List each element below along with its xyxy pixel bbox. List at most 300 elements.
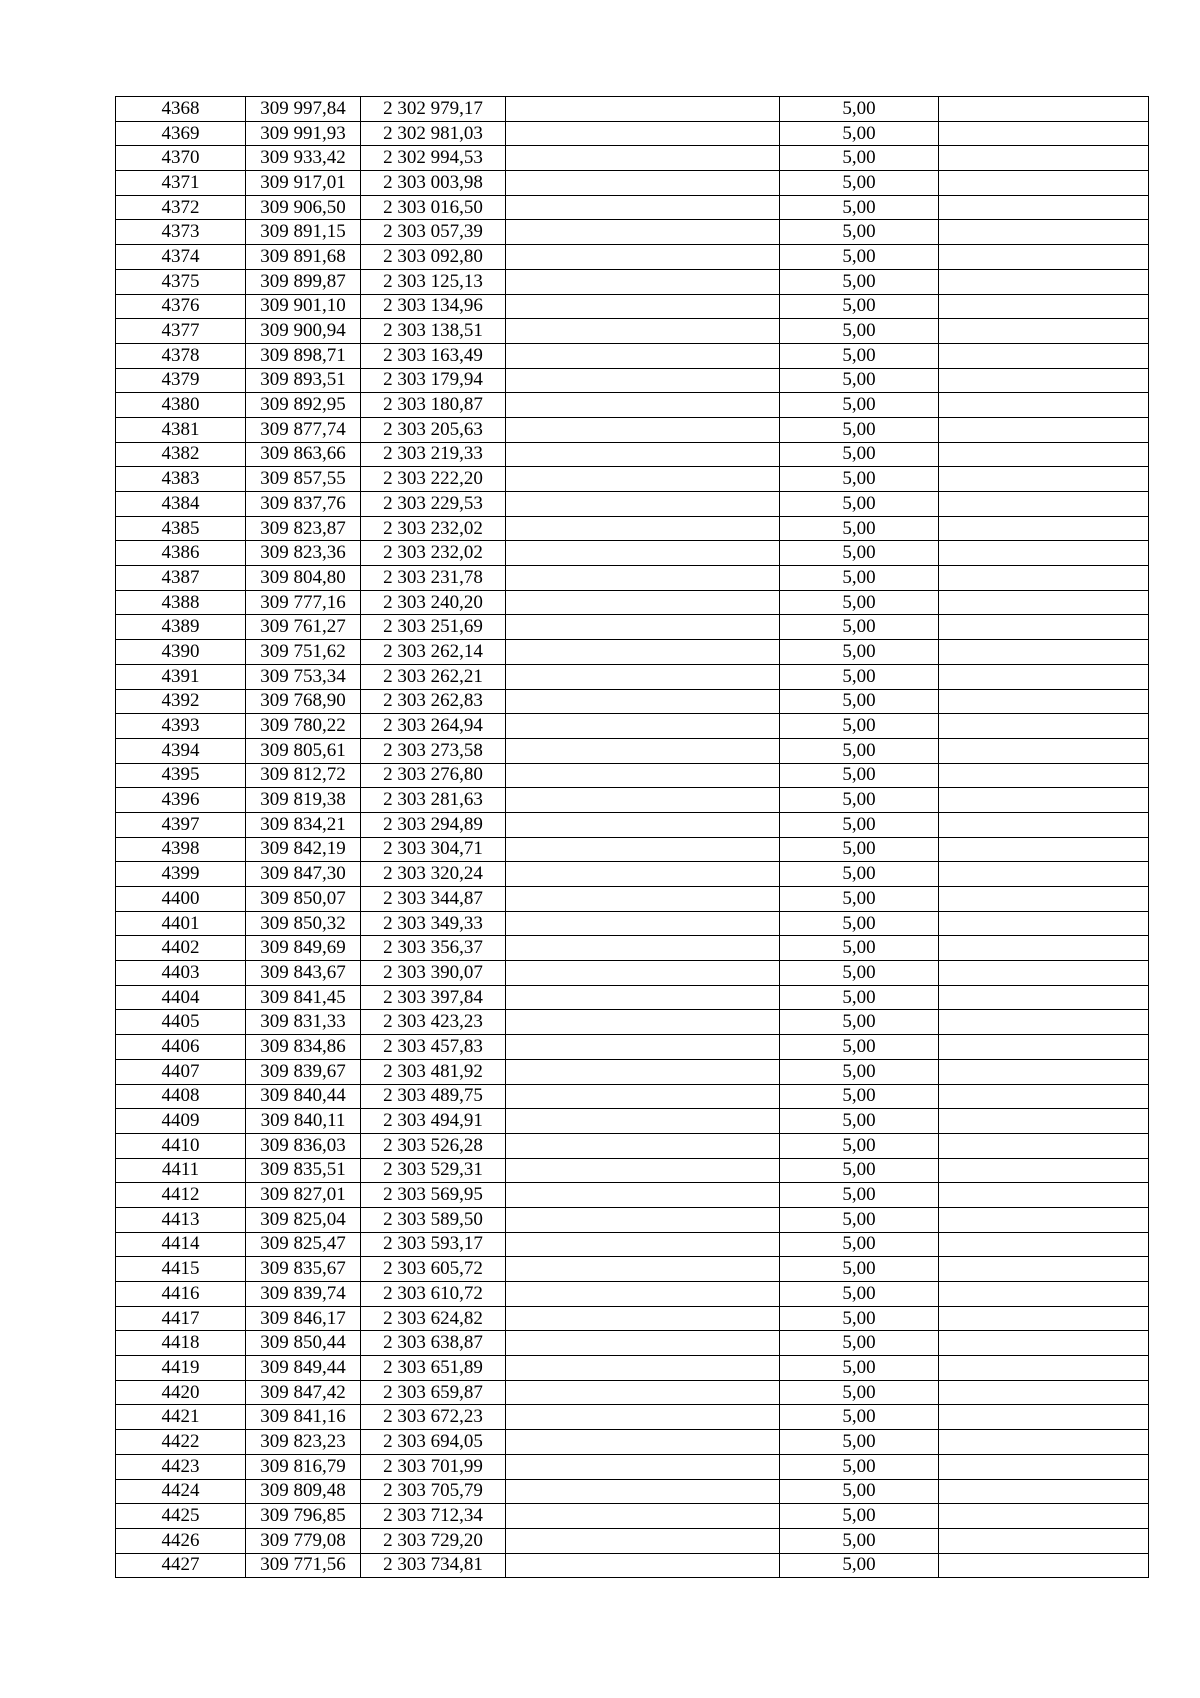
y-coordinate-cell: 2 303 240,20 [361,590,506,615]
x-coordinate-cell: 309 753,34 [246,664,361,689]
blank-cell [939,1207,1149,1232]
blank-cell [506,492,780,517]
blank-cell [939,887,1149,912]
table-row [116,1380,1149,1405]
blank-cell [506,1183,780,1208]
point-number-cell: 4403 [116,961,246,986]
blank-cell [506,343,780,368]
point-number-cell: 4421 [116,1405,246,1430]
point-number-cell: 4389 [116,615,246,640]
table-row [116,171,1149,196]
accuracy-cell: 5,00 [780,195,939,220]
table-row [116,1405,1149,1430]
y-coordinate-cell: 2 303 273,58 [361,738,506,763]
point-number-cell: 4412 [116,1183,246,1208]
accuracy-cell: 5,00 [780,1430,939,1455]
accuracy-cell: 5,00 [780,689,939,714]
x-coordinate-cell: 309 863,66 [246,442,361,467]
table-row [116,467,1149,492]
blank-cell [939,689,1149,714]
accuracy-cell: 5,00 [780,1356,939,1381]
table-row [116,664,1149,689]
blank-cell [939,1282,1149,1307]
accuracy-cell: 5,00 [780,171,939,196]
y-coordinate-cell: 2 303 481,92 [361,1059,506,1084]
accuracy-cell: 5,00 [780,1454,939,1479]
table-row [116,837,1149,862]
coordinates-table [115,96,1149,1578]
point-number-cell: 4384 [116,492,246,517]
table-row [116,97,1149,122]
accuracy-cell: 5,00 [780,97,939,122]
blank-cell [939,590,1149,615]
table-row [116,1109,1149,1134]
point-number-cell: 4401 [116,911,246,936]
table-row [116,146,1149,171]
blank-cell [506,269,780,294]
y-coordinate-cell: 2 303 638,87 [361,1331,506,1356]
y-coordinate-cell: 2 303 529,31 [361,1158,506,1183]
blank-cell [506,590,780,615]
x-coordinate-cell: 309 842,19 [246,837,361,862]
blank-cell [506,1479,780,1504]
y-coordinate-cell: 2 303 705,79 [361,1479,506,1504]
point-number-cell: 4370 [116,146,246,171]
point-number-cell: 4397 [116,812,246,837]
accuracy-cell: 5,00 [780,1282,939,1307]
blank-cell [939,516,1149,541]
x-coordinate-cell: 309 840,11 [246,1109,361,1134]
blank-cell [506,1553,780,1578]
point-number-cell: 4416 [116,1282,246,1307]
blank-cell [506,195,780,220]
blank-cell [506,1306,780,1331]
accuracy-cell: 5,00 [780,541,939,566]
x-coordinate-cell: 309 846,17 [246,1306,361,1331]
blank-cell [506,1133,780,1158]
blank-cell [939,1035,1149,1060]
blank-cell [506,1257,780,1282]
point-number-cell: 4402 [116,936,246,961]
blank-cell [506,1405,780,1430]
blank-cell [506,837,780,862]
blank-cell [506,393,780,418]
blank-cell [939,763,1149,788]
blank-cell [506,220,780,245]
blank-cell [506,714,780,739]
x-coordinate-cell: 309 825,04 [246,1207,361,1232]
x-coordinate-cell: 309 809,48 [246,1479,361,1504]
blank-cell [506,1380,780,1405]
table-row [116,1528,1149,1553]
x-coordinate-cell: 309 816,79 [246,1454,361,1479]
blank-cell [506,664,780,689]
table-row [116,1454,1149,1479]
y-coordinate-cell: 2 303 356,37 [361,936,506,961]
point-number-cell: 4390 [116,640,246,665]
y-coordinate-cell: 2 303 232,02 [361,516,506,541]
y-coordinate-cell: 2 303 276,80 [361,763,506,788]
y-coordinate-cell: 2 303 610,72 [361,1282,506,1307]
blank-cell [939,146,1149,171]
blank-cell [506,1504,780,1529]
table-row [116,1010,1149,1035]
point-number-cell: 4380 [116,393,246,418]
accuracy-cell: 5,00 [780,516,939,541]
table-row [116,788,1149,813]
y-coordinate-cell: 2 303 125,13 [361,269,506,294]
accuracy-cell: 5,00 [780,985,939,1010]
blank-cell [939,664,1149,689]
blank-cell [939,1454,1149,1479]
x-coordinate-cell: 309 877,74 [246,417,361,442]
x-coordinate-cell: 309 891,68 [246,245,361,270]
blank-cell [506,97,780,122]
point-number-cell: 4399 [116,862,246,887]
blank-cell [939,467,1149,492]
table-row [116,812,1149,837]
table-row [116,417,1149,442]
accuracy-cell: 5,00 [780,1306,939,1331]
point-number-cell: 4419 [116,1356,246,1381]
blank-cell [506,442,780,467]
point-number-cell: 4382 [116,442,246,467]
point-number-cell: 4396 [116,788,246,813]
blank-cell [939,936,1149,961]
blank-cell [939,1158,1149,1183]
point-number-cell: 4407 [116,1059,246,1084]
x-coordinate-cell: 309 836,03 [246,1133,361,1158]
blank-cell [506,1356,780,1381]
table-row [116,640,1149,665]
table-row [116,689,1149,714]
blank-cell [506,1430,780,1455]
accuracy-cell: 5,00 [780,763,939,788]
x-coordinate-cell: 309 831,33 [246,1010,361,1035]
x-coordinate-cell: 309 847,30 [246,862,361,887]
blank-cell [506,467,780,492]
accuracy-cell: 5,00 [780,1405,939,1430]
y-coordinate-cell: 2 303 163,49 [361,343,506,368]
y-coordinate-cell: 2 303 251,69 [361,615,506,640]
blank-cell [506,1158,780,1183]
accuracy-cell: 5,00 [780,220,939,245]
point-number-cell: 4373 [116,220,246,245]
point-number-cell: 4394 [116,738,246,763]
point-number-cell: 4381 [116,417,246,442]
blank-cell [506,1282,780,1307]
blank-cell [939,171,1149,196]
blank-cell [939,442,1149,467]
y-coordinate-cell: 2 303 138,51 [361,319,506,344]
y-coordinate-cell: 2 303 205,63 [361,417,506,442]
accuracy-cell: 5,00 [780,245,939,270]
blank-cell [506,1454,780,1479]
y-coordinate-cell: 2 303 457,83 [361,1035,506,1060]
y-coordinate-cell: 2 302 994,53 [361,146,506,171]
x-coordinate-cell: 309 857,55 [246,467,361,492]
point-number-cell: 4410 [116,1133,246,1158]
blank-cell [939,1504,1149,1529]
blank-cell [506,689,780,714]
point-number-cell: 4423 [116,1454,246,1479]
accuracy-cell: 5,00 [780,1109,939,1134]
y-coordinate-cell: 2 303 231,78 [361,566,506,591]
point-number-cell: 4387 [116,566,246,591]
y-coordinate-cell: 2 303 701,99 [361,1454,506,1479]
accuracy-cell: 5,00 [780,1232,939,1257]
accuracy-cell: 5,00 [780,1331,939,1356]
blank-cell [939,220,1149,245]
accuracy-cell: 5,00 [780,812,939,837]
table-row [116,763,1149,788]
point-number-cell: 4398 [116,837,246,862]
table-row [116,245,1149,270]
y-coordinate-cell: 2 303 494,91 [361,1109,506,1134]
table-row [116,1504,1149,1529]
point-number-cell: 4417 [116,1306,246,1331]
table-row [116,714,1149,739]
point-number-cell: 4379 [116,368,246,393]
y-coordinate-cell: 2 303 651,89 [361,1356,506,1381]
blank-cell [939,1356,1149,1381]
table-row [116,1282,1149,1307]
blank-cell [506,862,780,887]
x-coordinate-cell: 309 893,51 [246,368,361,393]
x-coordinate-cell: 309 991,93 [246,121,361,146]
accuracy-cell: 5,00 [780,1035,939,1060]
table-row [116,1331,1149,1356]
x-coordinate-cell: 309 849,69 [246,936,361,961]
point-number-cell: 4418 [116,1331,246,1356]
table-row [116,566,1149,591]
y-coordinate-cell: 2 303 320,24 [361,862,506,887]
x-coordinate-cell: 309 933,42 [246,146,361,171]
blank-cell [939,1232,1149,1257]
accuracy-cell: 5,00 [780,714,939,739]
point-number-cell: 4424 [116,1479,246,1504]
y-coordinate-cell: 2 302 981,03 [361,121,506,146]
x-coordinate-cell: 309 899,87 [246,269,361,294]
blank-cell [506,1109,780,1134]
blank-cell [939,319,1149,344]
accuracy-cell: 5,00 [780,936,939,961]
blank-cell [506,1528,780,1553]
point-number-cell: 4386 [116,541,246,566]
blank-cell [939,393,1149,418]
x-coordinate-cell: 309 849,44 [246,1356,361,1381]
blank-cell [939,1479,1149,1504]
y-coordinate-cell: 2 303 624,82 [361,1306,506,1331]
x-coordinate-cell: 309 761,27 [246,615,361,640]
accuracy-cell: 5,00 [780,961,939,986]
accuracy-cell: 5,00 [780,1504,939,1529]
blank-cell [939,1133,1149,1158]
blank-cell [506,961,780,986]
blank-cell [506,121,780,146]
y-coordinate-cell: 2 303 390,07 [361,961,506,986]
x-coordinate-cell: 309 777,16 [246,590,361,615]
x-coordinate-cell: 309 819,38 [246,788,361,813]
x-coordinate-cell: 309 771,56 [246,1553,361,1578]
point-number-cell: 4415 [116,1257,246,1282]
point-number-cell: 4404 [116,985,246,1010]
x-coordinate-cell: 309 779,08 [246,1528,361,1553]
y-coordinate-cell: 2 303 397,84 [361,985,506,1010]
blank-cell [506,417,780,442]
point-number-cell: 4393 [116,714,246,739]
accuracy-cell: 5,00 [780,368,939,393]
blank-cell [939,640,1149,665]
y-coordinate-cell: 2 303 180,87 [361,393,506,418]
table-row [116,121,1149,146]
point-number-cell: 4371 [116,171,246,196]
y-coordinate-cell: 2 302 979,17 [361,97,506,122]
table-row [116,516,1149,541]
x-coordinate-cell: 309 850,44 [246,1331,361,1356]
accuracy-cell: 5,00 [780,417,939,442]
blank-cell [939,1306,1149,1331]
point-number-cell: 4375 [116,269,246,294]
blank-cell [506,615,780,640]
table-row [116,1356,1149,1381]
table-row [116,738,1149,763]
accuracy-cell: 5,00 [780,343,939,368]
point-number-cell: 4400 [116,887,246,912]
table-row [116,887,1149,912]
accuracy-cell: 5,00 [780,738,939,763]
point-number-cell: 4372 [116,195,246,220]
x-coordinate-cell: 309 843,67 [246,961,361,986]
table-row [116,195,1149,220]
point-number-cell: 4414 [116,1232,246,1257]
blank-cell [939,1109,1149,1134]
accuracy-cell: 5,00 [780,492,939,517]
point-number-cell: 4420 [116,1380,246,1405]
y-coordinate-cell: 2 303 729,20 [361,1528,506,1553]
point-number-cell: 4368 [116,97,246,122]
x-coordinate-cell: 309 834,21 [246,812,361,837]
blank-cell [939,541,1149,566]
blank-cell [939,245,1149,270]
point-number-cell: 4426 [116,1528,246,1553]
point-number-cell: 4406 [116,1035,246,1060]
accuracy-cell: 5,00 [780,294,939,319]
accuracy-cell: 5,00 [780,640,939,665]
table-row [116,1084,1149,1109]
point-number-cell: 4385 [116,516,246,541]
x-coordinate-cell: 309 834,86 [246,1035,361,1060]
blank-cell [506,1232,780,1257]
point-number-cell: 4422 [116,1430,246,1455]
blank-cell [506,1207,780,1232]
blank-cell [506,516,780,541]
table-row [116,1306,1149,1331]
blank-cell [939,812,1149,837]
y-coordinate-cell: 2 303 092,80 [361,245,506,270]
table-row [116,1183,1149,1208]
table-row [116,1158,1149,1183]
blank-cell [506,1084,780,1109]
point-number-cell: 4391 [116,664,246,689]
table-row [116,1133,1149,1158]
point-number-cell: 4369 [116,121,246,146]
x-coordinate-cell: 309 841,16 [246,1405,361,1430]
y-coordinate-cell: 2 303 712,34 [361,1504,506,1529]
point-number-cell: 4388 [116,590,246,615]
accuracy-cell: 5,00 [780,862,939,887]
x-coordinate-cell: 309 839,67 [246,1059,361,1084]
blank-cell [939,368,1149,393]
table-row [116,442,1149,467]
y-coordinate-cell: 2 303 003,98 [361,171,506,196]
blank-cell [939,492,1149,517]
blank-cell [939,1331,1149,1356]
point-number-cell: 4392 [116,689,246,714]
point-number-cell: 4411 [116,1158,246,1183]
blank-cell [939,615,1149,640]
blank-cell [939,837,1149,862]
table-row [116,936,1149,961]
accuracy-cell: 5,00 [780,1183,939,1208]
blank-cell [506,368,780,393]
accuracy-cell: 5,00 [780,121,939,146]
y-coordinate-cell: 2 303 222,20 [361,467,506,492]
y-coordinate-cell: 2 303 304,71 [361,837,506,862]
y-coordinate-cell: 2 303 057,39 [361,220,506,245]
blank-cell [506,1035,780,1060]
blank-cell [506,294,780,319]
blank-cell [939,961,1149,986]
blank-cell [506,640,780,665]
y-coordinate-cell: 2 303 605,72 [361,1257,506,1282]
blank-cell [939,294,1149,319]
y-coordinate-cell: 2 303 016,50 [361,195,506,220]
x-coordinate-cell: 309 901,10 [246,294,361,319]
accuracy-cell: 5,00 [780,1380,939,1405]
point-number-cell: 4409 [116,1109,246,1134]
accuracy-cell: 5,00 [780,467,939,492]
accuracy-cell: 5,00 [780,887,939,912]
accuracy-cell: 5,00 [780,1257,939,1282]
table-row [116,911,1149,936]
point-number-cell: 4376 [116,294,246,319]
table-row [116,1035,1149,1060]
accuracy-cell: 5,00 [780,1528,939,1553]
blank-cell [939,343,1149,368]
y-coordinate-cell: 2 303 589,50 [361,1207,506,1232]
y-coordinate-cell: 2 303 569,95 [361,1183,506,1208]
x-coordinate-cell: 309 751,62 [246,640,361,665]
x-coordinate-cell: 309 850,07 [246,887,361,912]
y-coordinate-cell: 2 303 349,33 [361,911,506,936]
accuracy-cell: 5,00 [780,1133,939,1158]
blank-cell [506,887,780,912]
blank-cell [506,146,780,171]
y-coordinate-cell: 2 303 232,02 [361,541,506,566]
y-coordinate-cell: 2 303 281,63 [361,788,506,813]
table-row [116,985,1149,1010]
table-row [116,1553,1149,1578]
accuracy-cell: 5,00 [780,590,939,615]
y-coordinate-cell: 2 303 423,23 [361,1010,506,1035]
blank-cell [506,566,780,591]
y-coordinate-cell: 2 303 672,23 [361,1405,506,1430]
blank-cell [939,1059,1149,1084]
accuracy-cell: 5,00 [780,788,939,813]
y-coordinate-cell: 2 303 219,33 [361,442,506,467]
blank-cell [939,862,1149,887]
